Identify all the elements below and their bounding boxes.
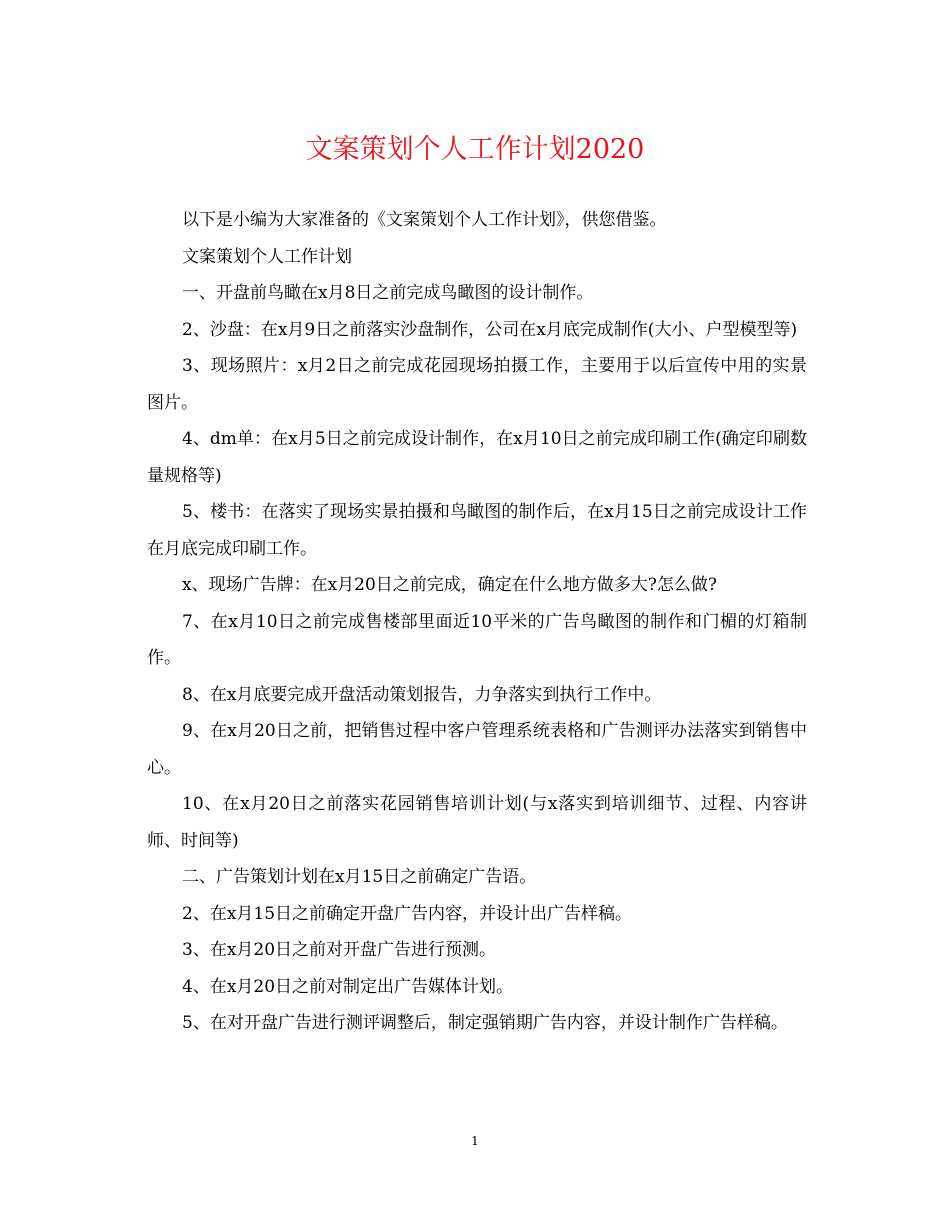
paragraph-item: x、现场广告牌：在x月20日之前完成，确定在什么地方做多大?怎么做? xyxy=(182,575,718,595)
paragraph-item: 3、在x月20日之前对开盘广告进行预测。 xyxy=(182,940,497,960)
paragraph-item: 5、楼书：在落实了现场实景拍摄和鸟瞰图的制作后，在x月15日之前完成设计工作在月底完成印刷工作。 xyxy=(147,502,807,559)
document-body xyxy=(147,202,807,1042)
paragraph-item: 2、在x月15日之前确定开盘广告内容，并设计出广告样稿。 xyxy=(182,903,633,924)
paragraph-item: 9、在x月20日之前，把销售过程中客户管理系统表格和广告测评办法落实到销售中心。 xyxy=(147,721,807,778)
paragraph-item: 3、现场照片：x月2日之前完成花园现场拍摄工作，主要用于以后宣传中用的实景图片。 xyxy=(147,356,807,413)
paragraph-intro: 以下是小编为大家准备的《文案策划个人工作计划》，供您借鉴。 xyxy=(182,210,667,230)
paragraph-item: 8、在x月底要完成开盘活动策划报告，力争落实到执行工作中。 xyxy=(182,684,662,705)
paragraph-item: 二、广告策划计划在x月15日之前确定广告语。 xyxy=(182,867,537,887)
paragraph-item: 5、在对开盘广告进行测评调整后，制定强销期广告内容，并设计制作广告样稿。 xyxy=(182,1013,788,1033)
paragraph-item: 一、开盘前鸟瞰在x月8日之前完成鸟瞰图的设计制作。 xyxy=(182,283,594,303)
paragraph-heading: 文案策划个人工作计划 xyxy=(182,246,352,267)
paragraph-item: 10、在x月20日之前落实花园销售培训计划(与x落实到培训细节、过程、内容讲师、时间等) xyxy=(147,794,807,851)
document-title: 文案策划个人工作计划2020 xyxy=(305,134,645,165)
page-number: 1 xyxy=(471,1134,479,1148)
paragraph-item: 2、沙盘：在x月9日之前落实沙盘制作，公司在x月底完成制作(大小、户型模型等) xyxy=(182,319,798,340)
paragraph-item: 7、在x月10日之前完成售楼部里面近10平米的广告鸟瞰图的制作和门楣的灯箱制作。 xyxy=(147,611,807,668)
paragraph-item: 4、dm单：在x月5日之前完成设计制作，在x月10日之前完成印刷工作(确定印刷数量规格等) xyxy=(147,429,807,486)
paragraph-item: 4、在x月20日之前对制定出广告媒体计划。 xyxy=(182,976,514,997)
